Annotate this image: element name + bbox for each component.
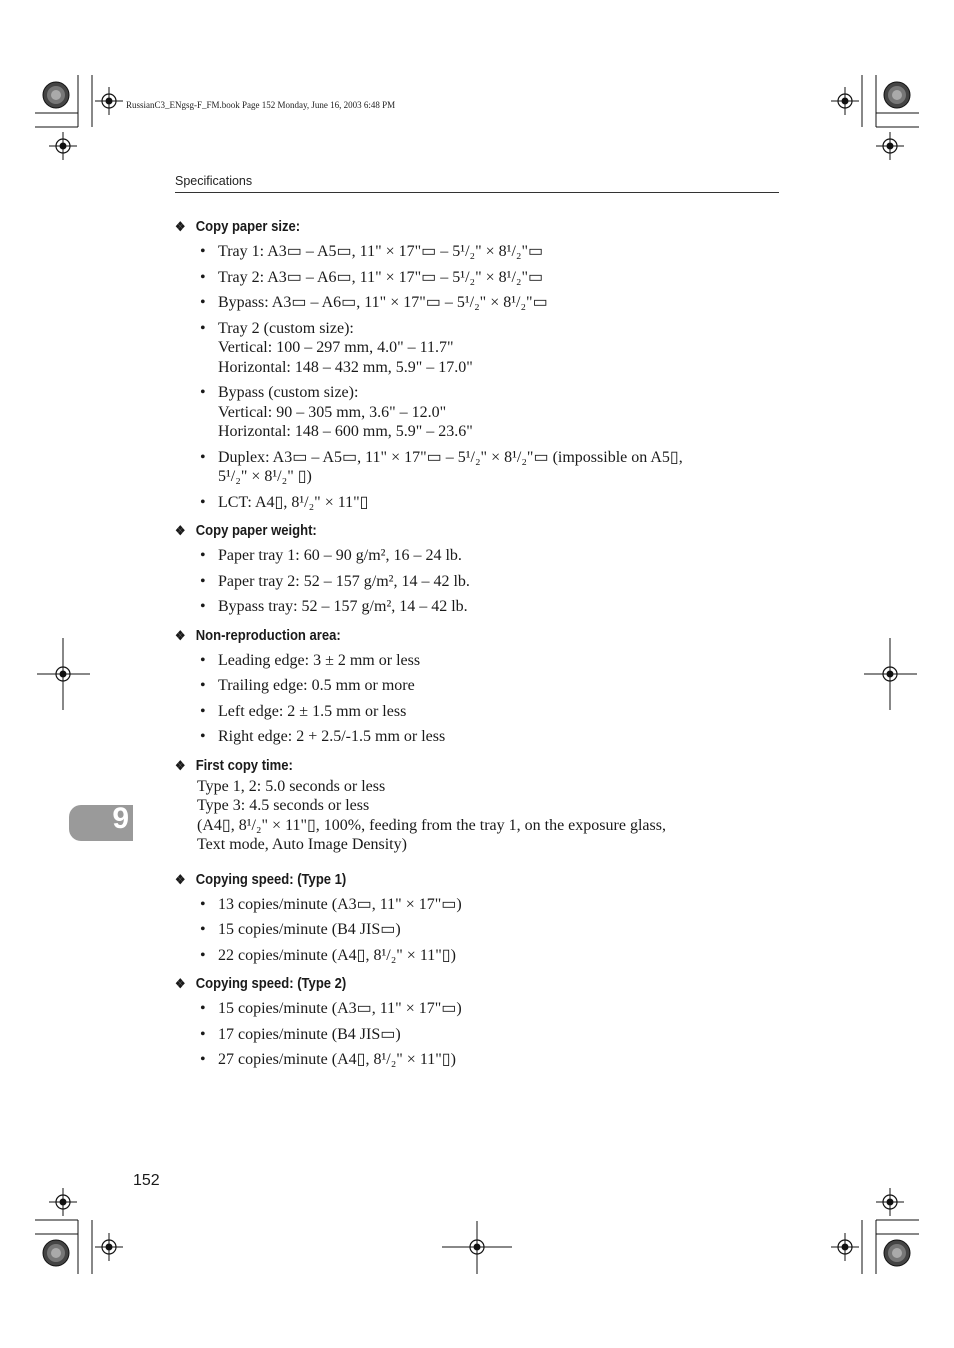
bullet-icon: • xyxy=(200,268,206,286)
registration-mark-icon xyxy=(876,132,904,160)
section-heading: ❖ Copying speed: (Type 1) xyxy=(175,871,347,888)
item-text: Paper tray 1: 60 – 90 g/m², 16 – 24 lb. xyxy=(218,547,462,564)
bullet-icon: • xyxy=(200,294,206,311)
bullet-icon: • xyxy=(200,572,206,590)
registration-mark-icon xyxy=(95,1233,123,1261)
chapter-number: 9 xyxy=(112,802,129,835)
item-text: 27 copies/minute (A4▯, 8¹/₂" × 11"▯) xyxy=(218,1051,456,1068)
item-text: 22 copies/minute (A4▯, 8¹/₂" × 11"▯) xyxy=(218,946,456,964)
registration-mark-icon xyxy=(49,1188,77,1216)
body-line: (A4▯, 8¹/₂" × 11"▯, 100%, feeding from the tray 1, on the exposure glass, xyxy=(197,816,666,834)
registration-mark-icon xyxy=(95,87,123,115)
item-text: Tray 1: A3▭ – A5▭, 11" × 17"▭ – 5¹/₂" × 8¹/₂"▭ xyxy=(218,243,544,260)
bullet-icon: • xyxy=(200,1025,206,1043)
section-heading: ❖ Copy paper size: xyxy=(175,219,301,235)
bullet-icon: • xyxy=(200,677,206,694)
item-text: Trailing edge: 0.5 mm or more xyxy=(218,677,415,694)
body-line: Type 1, 2: 5.0 seconds or less xyxy=(197,777,386,795)
registration-mark-icon xyxy=(876,1188,904,1216)
print-header: RussianC3_ENgsg-F_FM.book Page 152 Monday, June 16, 2003 6:48 PM xyxy=(126,100,396,110)
section-heading: ❖ Non-reproduction area: xyxy=(175,627,341,644)
diamond-cluster-icon: ❖ xyxy=(175,219,186,234)
diamond-cluster-icon: ❖ xyxy=(175,627,186,643)
item-text: Right edge: 2 + 2.5/-1.5 mm or less xyxy=(218,728,446,745)
color-wheel-icon xyxy=(43,82,69,108)
item-text: Duplex: A3▭ – A5▭, 11" × 17"▭ – 5¹/₂" × 8¹/₂"▭ (impossible on A5▯, 5¹/₂" × 8¹/₂" ▯) xyxy=(218,448,683,485)
item-text: Paper tray 2: 52 – 157 g/m², 14 – 42 lb. xyxy=(218,572,470,590)
bullet-icon: • xyxy=(200,384,206,401)
bullet-icon: • xyxy=(200,598,206,615)
bullet-icon: • xyxy=(200,651,206,669)
registration-mark-icon xyxy=(49,132,77,160)
color-wheel-icon xyxy=(884,1240,910,1266)
registration-mark-icon xyxy=(831,87,859,115)
bullet-icon: • xyxy=(200,547,206,564)
diamond-cluster-icon: ❖ xyxy=(175,757,186,773)
registration-mark-icon xyxy=(831,1233,859,1261)
bullet-icon: • xyxy=(200,493,206,511)
item-text: 17 copies/minute (B4 JIS▭) xyxy=(218,1025,401,1043)
color-wheel-icon xyxy=(884,82,910,108)
bullet-icon: • xyxy=(200,1000,206,1017)
color-wheel-icon xyxy=(43,1240,69,1266)
diamond-cluster-icon: ❖ xyxy=(175,523,186,538)
item-text: Bypass tray: 52 – 157 g/m², 14 – 42 lb. xyxy=(218,598,468,615)
body-line: Type 3: 4.5 seconds or less xyxy=(197,797,370,814)
page-number: 152 xyxy=(133,1172,160,1189)
running-head: Specifications xyxy=(175,174,253,188)
item-text: 13 copies/minute (A3▭, 11" × 17"▭) xyxy=(218,895,462,913)
section-heading: ❖ First copy time: xyxy=(175,757,293,774)
bullet-icon: • xyxy=(200,319,206,337)
bullet-icon: • xyxy=(200,243,206,260)
item-text: 15 copies/minute (A3▭, 11" × 17"▭) xyxy=(218,1000,462,1017)
item-text: 15 copies/minute (B4 JIS▭) xyxy=(218,921,401,938)
item-text: Tray 2 (custom size): Vertical: 100 – 297 mm, 4.0" – 11.7" Horizontal: 148 – 432 mm, 5.9" – 17.0" xyxy=(218,319,473,376)
item-text: Leading edge: 3 ± 2 mm or less xyxy=(218,651,421,669)
item-text: Left edge: 2 ± 1.5 mm or less xyxy=(218,702,407,720)
bullet-icon: • xyxy=(200,728,206,745)
diamond-cluster-icon: ❖ xyxy=(175,871,186,887)
item-text: Bypass (custom size): Vertical: 90 – 305 mm, 3.6" – 12.0" Horizontal: 148 – 600 mm, 5.9" – 23.6" xyxy=(218,384,473,440)
item-text: LCT: A4▯, 8¹/₂" × 11"▯ xyxy=(218,493,369,511)
item-text: Bypass: A3▭ – A6▭, 11" × 17"▭ – 5¹/₂" × 8¹/₂"▭ xyxy=(218,294,548,311)
section-heading: ❖ Copying speed: (Type 2) xyxy=(175,976,347,992)
body-line: Text mode, Auto Image Density) xyxy=(197,836,407,853)
bullet-icon: • xyxy=(200,921,206,938)
section-heading: ❖ Copy paper weight: xyxy=(175,523,317,539)
bullet-icon: • xyxy=(200,702,206,720)
bullet-icon: • xyxy=(200,895,206,913)
bullet-icon: • xyxy=(200,448,206,466)
bullet-icon: • xyxy=(200,946,206,964)
bullet-icon: • xyxy=(200,1051,206,1068)
diamond-cluster-icon: ❖ xyxy=(175,976,186,991)
item-text: Tray 2: A3▭ – A6▭, 11" × 17"▭ – 5¹/₂" × 8¹/₂"▭ xyxy=(218,268,544,286)
